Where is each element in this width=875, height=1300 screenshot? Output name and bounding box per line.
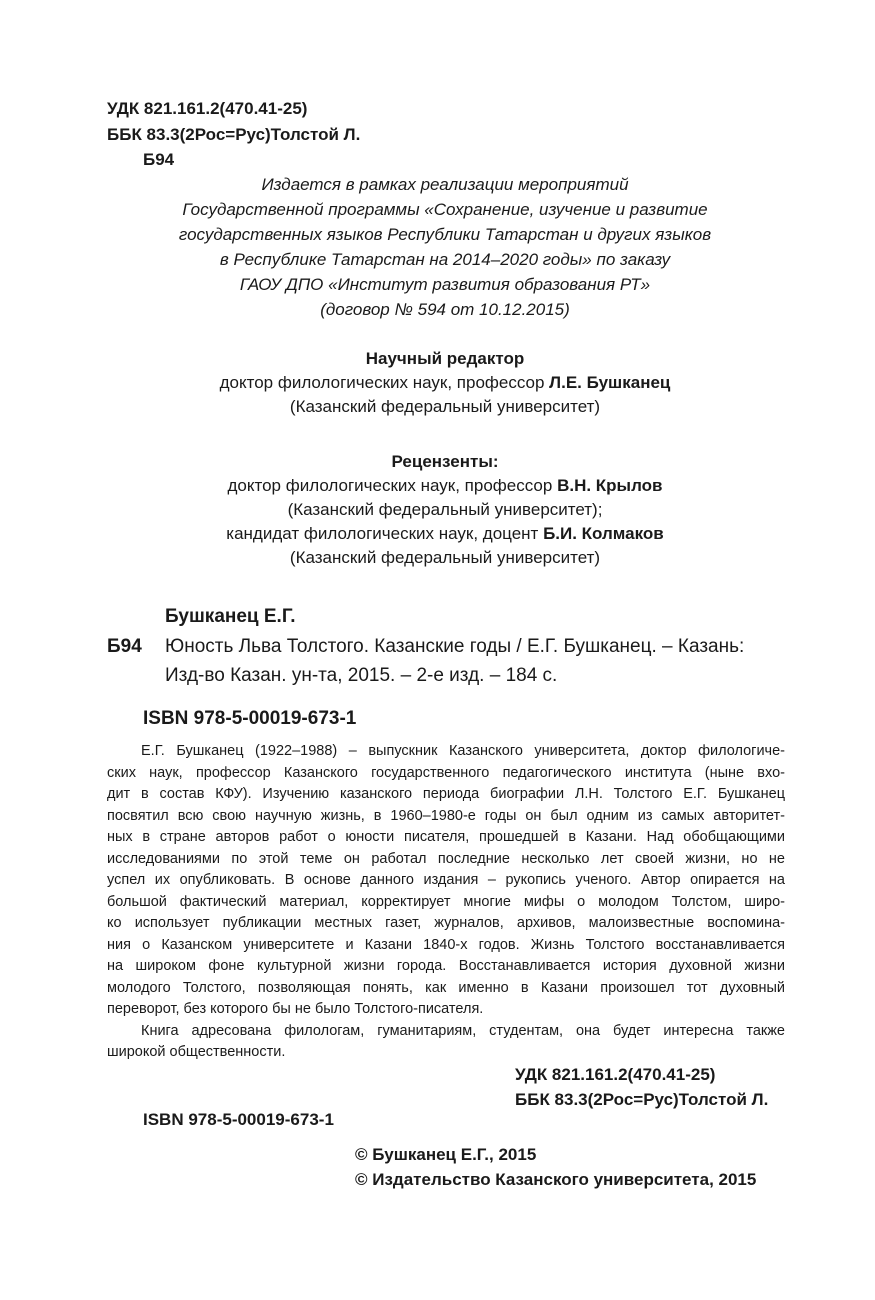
- reviewer-1-name: В.Н. Крылов: [557, 476, 663, 495]
- editor-title: доктор филологических наук, профессор: [219, 373, 550, 392]
- copyright-publisher: © Издательство Казанского университета, 2015: [355, 1170, 757, 1189]
- editor-heading: Научный редактор: [365, 349, 525, 368]
- reviewers-block: [0, 450, 875, 570]
- reviewer-1-title: доктор филологических наук, профессор: [227, 476, 558, 495]
- annotation-line: большой фактический материал, корректирует многие мифы о молодом Толстом, широ-: [107, 893, 785, 910]
- funding-line: ГАОУ ДПО «Институт развития образования РТ»: [239, 275, 651, 294]
- reviewer-2-name: Б.И. Колмаков: [543, 524, 664, 543]
- annotation-line: широкой общественности.: [107, 1044, 286, 1060]
- biblio-isbn: ISBN 978-5-00019-673-1: [143, 708, 357, 729]
- editor-affiliation: (Казанский федеральный университет): [289, 397, 601, 416]
- annotation-line: ко использует публикации местных газет, журналов, архивов, малоизвестные воспомина-: [107, 915, 785, 931]
- funding-line: в Республике Татарстан на 2014–2020 годы» по заказу: [219, 250, 671, 269]
- annotation-line: на широком фоне культурной жизни города. Восстанавливается история духовной жизни: [107, 958, 785, 974]
- annotation-line: исследованиями по этой теме он работал последние несколько лет своей жизни, но не: [107, 850, 785, 867]
- annotation-line: ных в стране авторов работ о юности писателя, прошедшей в Казани. Над обобщающими: [107, 829, 785, 845]
- reviewer-2-line: [0, 522, 875, 546]
- annotation-line: переворот, без которого бы не было Толстого-писателя.: [107, 1001, 484, 1017]
- reviewers-heading: Рецензенты:: [391, 452, 499, 471]
- annotation-line: Книга адресована филологам, гуманитариям, студентам, она будет интересна также: [141, 1022, 785, 1039]
- biblio-author-mark: Б94: [107, 636, 142, 657]
- annotation-line: успел их опубликовать. В основе данного издания – рукопись ученого. Автор опирается на: [107, 872, 785, 888]
- reviewer-1-affiliation: (Казанский федеральный университет);: [287, 500, 603, 519]
- funding-line: государственных языков Республики Татарстан и других языков: [178, 225, 712, 244]
- funding-line: Государственной программы «Сохранение, изучение и развитие: [182, 200, 708, 219]
- annotation-line: Е.Г. Бушканец (1922–1988) – выпускник Казанского университета, доктор филологиче-: [141, 743, 785, 759]
- bbk-code-bottom: ББК 83.3(2Рос=Рус)Толстой Л.: [515, 1090, 769, 1109]
- bbk-code-top: ББК 83.3(2Рос=Рус)Толстой Л.: [107, 125, 361, 144]
- reviewer-1-line: [0, 474, 875, 498]
- isbn-bottom: ISBN 978-5-00019-673-1: [143, 1110, 334, 1129]
- udk-code-top: УДК 821.161.2(470.41-25): [107, 99, 308, 118]
- annotation: [107, 741, 785, 1064]
- author-mark-top: Б94: [143, 150, 175, 169]
- funding-line: (договор № 594 от 10.12.2015): [320, 300, 570, 319]
- annotation-line: ния о Казанском университете и Казани 1840-х годов. Жизнь Толстого восстанавливается: [107, 936, 785, 953]
- annotation-line: ских наук, профессор Казанского государственного педагогического института (ныне вхо-: [107, 764, 785, 781]
- funding-statement: [0, 172, 875, 322]
- reviewer-2-affiliation: (Казанский федеральный университет): [289, 548, 601, 567]
- scientific-editor-block: [0, 347, 875, 419]
- biblio-author: Бушканец Е.Г.: [165, 606, 296, 627]
- udk-code-bottom: УДК 821.161.2(470.41-25): [515, 1065, 716, 1084]
- annotation-line: посвятил всю свою научную жизнь, в 1960–1980-е годы он был одним из самых авторитет-: [107, 807, 785, 824]
- copyright-author: © Бушканец Е.Г., 2015: [355, 1145, 537, 1164]
- biblio-publisher-line: Изд-во Казан. ун-та, 2015. – 2-е изд. – 184 с.: [165, 665, 558, 686]
- annotation-line: молодого Толстого, позволяющая понять, как именно в Казани произошел тот духовный: [107, 979, 785, 996]
- editor-name: Л.Е. Бушканец: [549, 373, 671, 392]
- biblio-title-line: Юность Льва Толстого. Казанские годы / Е.Г. Бушканец. – Казань:: [165, 636, 745, 657]
- editor-line: [0, 371, 875, 395]
- annotation-line: дит в состав КФУ). Изучению казанского периода биографии Л.Н. Толстого Е.Г. Бушканец: [107, 786, 785, 802]
- funding-line: Издается в рамках реализации мероприятий: [261, 175, 629, 194]
- reviewer-2-title: кандидат филологических наук, доцент: [226, 524, 544, 543]
